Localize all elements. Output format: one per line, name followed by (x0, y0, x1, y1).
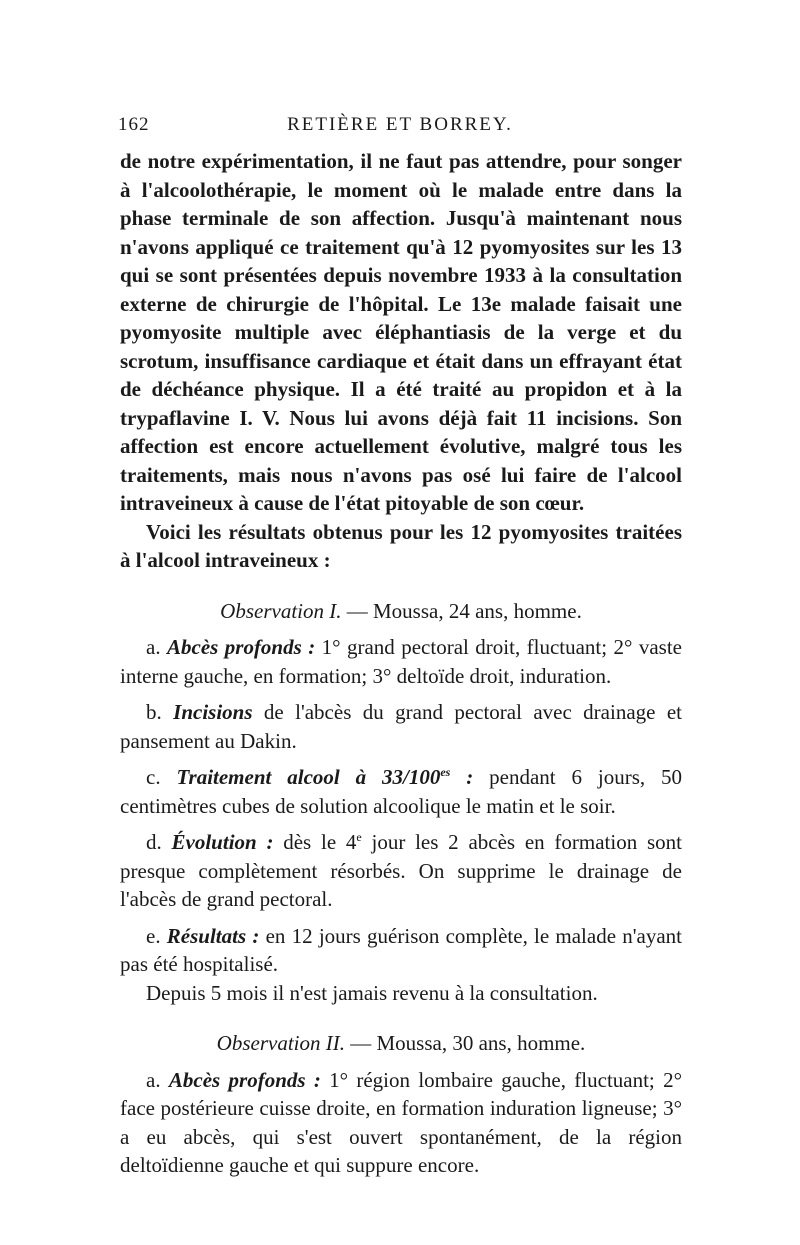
page-body (120, 147, 682, 1180)
item-d-prefix: d. (146, 830, 162, 854)
results-intro: Voici les résultats obtenus pour les 12 pyomyosites traitées à l'alcool intraveineux : (120, 519, 682, 572)
running-title: RETIÈRE ET BORREY. (287, 114, 513, 135)
item-e-label: Résultats : (166, 923, 260, 948)
obs1-item-e (120, 922, 682, 979)
obs1-item-b (120, 698, 682, 755)
item-a-text: 1° grand pectoral droit, fluctuant; 2° vaste interne gauche, en formation; 3° deltoïde droit, induration. (120, 635, 683, 688)
observation-2-subject: — Moussa, 30 ans, homme. (350, 1031, 586, 1055)
intro-paragraph: de notre expérimentation, il ne faut pas attendre, pour songer à l'alcoolothérapie, le moment où le malade entre dans la phase terminale de son affection. Jusqu'à maintenant nous n'avons appliqué ce traitement qu'à 12 pyomyosites sur les 13 qui se sont présentées depuis novembre 1933 à la consultation externe de chirurgie de l'hôpital. Le 13e malade faisait une pyomyosite multiple avec éléphantiasis de la verge et du scrotum, insuffisance cardiaque et était dans un effrayant état de déchéance physique. Il a été traité au propidon et à la trypaflavine I. V. Nous lui avons déjà fait 11 incisions. Son affection est encore actuellement évolutive, malgré tous les traitements, mais nous n'avons pas osé lui faire de l'alcool intraveineux à cause de l'état pitoyable de son cœur. (120, 149, 682, 515)
page-number: 162 (118, 114, 150, 135)
item-c-prefix: c. (146, 765, 161, 789)
obs2-item-a-label: Abcès profonds : (168, 1067, 321, 1092)
observation-2-title (120, 1029, 682, 1058)
obs2-item-a (120, 1066, 682, 1180)
item-c-text: pendant 6 jours, 50 centimètres cubes de solution alcoolique le matin et le soir. (120, 765, 683, 818)
item-b-text: de l'abcès du grand pectoral avec drainage et pansement au Dakin. (120, 700, 683, 753)
item-e-text: en 12 jours guérison complète, le malade n'ayant pas été hospitalisé. (120, 923, 683, 976)
item-b-prefix: b. (146, 700, 162, 724)
observation-2-label: Observation II. (216, 1031, 345, 1055)
obs2-item-a-text: 1° région lombaire gauche, fluctuant; 2° face postérieure cuisse droite, en formation induration ligneuse; 3° a eu abcès, qui s'est ouvert spontanément, de la région deltoïdienne gauche et qui suppure encore. (120, 1067, 682, 1177)
observation-1-title (120, 597, 682, 626)
item-b-label: Incisions (173, 700, 253, 724)
obs1-item-a (120, 633, 682, 690)
item-d-text: dès le 4e jour les 2 abcès en formation sont presque complètement résorbés. On supprime le drainage de l'abcès de grand pectoral. (120, 830, 682, 911)
item-a-prefix: a. (146, 635, 161, 659)
item-e-prefix: e. (146, 923, 161, 948)
obs1-item-c (120, 763, 682, 820)
item-a-label: Abcès profonds : (167, 635, 316, 659)
page-header (118, 114, 682, 142)
obs1-item-d (120, 828, 682, 914)
obs2-item-a-prefix: a. (146, 1067, 161, 1092)
item-d-label: Évolution : (171, 830, 274, 854)
observation-1-label: Observation I. (220, 598, 342, 623)
observation-1-subject: — Moussa, 24 ans, homme. (346, 598, 582, 623)
item-c-label: Traitement alcool à $33/100^{es}$ : (176, 765, 474, 789)
obs1-followup: Depuis 5 mois il n'est jamais revenu à la consultation. (146, 980, 598, 1005)
